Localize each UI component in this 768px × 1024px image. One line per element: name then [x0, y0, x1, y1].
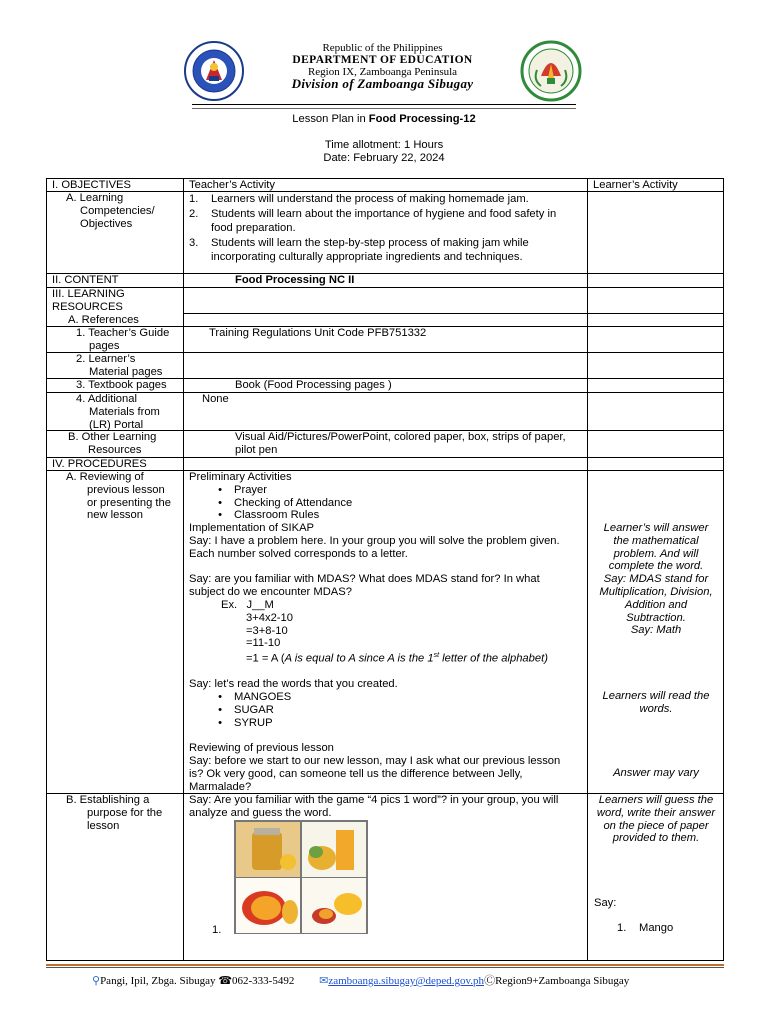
table-divider [46, 457, 724, 458]
textbook-value: Book (Food Processing pages ) [235, 379, 392, 391]
bullet-icon: • [218, 716, 222, 729]
learner-answer-line: Learners will read the [602, 690, 710, 702]
learner-answer-line: Say: MDAS stand for [603, 573, 709, 586]
word-text: MANGOES [234, 691, 292, 704]
division-line: Division of Zamboanga Sibugay [291, 76, 474, 91]
procedure-a-label-line: previous lesson [87, 483, 165, 496]
learner-answer-item [617, 922, 673, 935]
footer-email-link[interactable]: zamboanga.sibugay@deped.gov.ph [328, 975, 485, 987]
division-seal-icon [517, 40, 585, 102]
word-item [189, 691, 584, 704]
review-say: Marmalade? [189, 780, 252, 793]
learner-answer-line: the mathematical [613, 534, 699, 547]
bullet-icon: • [218, 691, 222, 704]
learner-answer-number: 1. [617, 922, 627, 934]
say-read-words: Say: let’s read the words that you created. [189, 678, 398, 691]
objective-number: 2. [189, 207, 199, 220]
objectives-list [189, 192, 584, 265]
procedure-b-teacher [189, 794, 584, 820]
additional-materials-value: None [202, 393, 229, 405]
footer-divider [46, 964, 724, 966]
example-result-note: letter of the alphabet) [439, 652, 548, 665]
word-item [189, 717, 584, 730]
references-label: A. References [68, 314, 139, 326]
prelim-item-text: Classroom Rules [234, 509, 320, 522]
procedure-b-label-line: purpose for the [87, 806, 163, 819]
example-result-prefix: =1 = A ( [246, 652, 285, 665]
procedure-a-label-line: new lesson [87, 509, 143, 522]
teachers-guide-label [76, 327, 169, 353]
learner-answer-line: on the piece of paper [603, 819, 709, 832]
content-label: II. CONTENT [52, 274, 119, 286]
example-line: =3+8-10 [246, 624, 288, 637]
other-label-line: B. Other Learning [68, 431, 157, 443]
objectives-label-line: Objectives [80, 217, 133, 230]
procedure-b-say: analyze and guess the word. [189, 806, 332, 819]
table-divider [183, 313, 724, 314]
prelim-item [189, 497, 584, 510]
footer-address: Pangi, Ipil, Zbga. Sibugay [100, 975, 216, 987]
example-line: =11-10 [246, 637, 281, 650]
objective-text: incorporating culturally appropriate ingredients and techniques. [211, 251, 523, 263]
time-allotment: Time allotment: 1 Hours [324, 139, 444, 151]
facebook-icon: Ⓒ [484, 975, 496, 987]
example-result [189, 650, 584, 666]
say-mdas: subject do we encounter MDAS? [189, 586, 352, 599]
prelim-item-text: Prayer [234, 483, 267, 496]
resources-label [52, 288, 125, 314]
learner-answer-line: Learner’s will answer [603, 522, 709, 534]
word-text: SUGAR [234, 704, 274, 717]
four-pics-one-word-image [234, 820, 368, 934]
say-mdas: Say: are you familiar with MDAS? What does MDAS stand for? In what [189, 573, 540, 586]
example-label: Ex. [221, 598, 238, 611]
objectives-label-line: Competencies/ [80, 204, 155, 217]
region-line: Region IX, Zamboanga Peninsula [307, 66, 458, 78]
learner-answer-mango: Mango [639, 922, 674, 934]
other-resources-label [68, 431, 156, 457]
other-resources-value [235, 431, 566, 457]
footer-phone: 062-333-5492 [232, 975, 295, 987]
learner-answer-line: Subtraction. [626, 611, 686, 624]
telephone-icon: ☎ [218, 975, 233, 987]
deped-seal-icon [180, 40, 248, 102]
lesson-title [0, 113, 768, 126]
review-say: is? Ok very good, can someone tell us the difference between Jelly, [189, 768, 523, 781]
table-divider [46, 273, 724, 274]
location-pin-icon: ⚲ [92, 975, 101, 987]
example-word [189, 599, 584, 612]
footer-divider-thin [46, 967, 724, 968]
prelim-item [189, 484, 584, 497]
teachers-guide-value: Training Regulations Unit Code PFB751332 [209, 327, 427, 339]
procedure-b-say: Say: Are you familiar with the game “4 pics 1 word”? in your group, you will [189, 794, 559, 806]
procedure-b-label [66, 794, 162, 832]
procedure-a-label-line: or presenting the [87, 496, 171, 509]
objective-text: Students will learn the step-by-step process of making jam while [211, 236, 529, 249]
letterhead [180, 40, 585, 102]
learner-answer-line: Learners will guess the [598, 794, 714, 806]
learner-answer-line: problem. And will [613, 547, 699, 560]
teachers-guide-label-line: pages [89, 339, 120, 352]
learner-answer-line: complete the word. [608, 560, 704, 573]
learner-activity-heading: Learner’s Activity [593, 179, 678, 191]
bullet-icon: • [218, 496, 222, 509]
additional-label-line: 4. Additional [76, 393, 137, 405]
learner-answer-line: Multiplication, Division, [599, 585, 713, 598]
department-line: DEPARTMENT OF EDUCATION [292, 54, 473, 66]
objective-text: food preparation. [211, 222, 296, 234]
learners-material-label-line: Material pages [89, 365, 163, 378]
sikap-heading: Implementation of SIKAP [189, 522, 314, 535]
objectives-heading: I. OBJECTIVES [52, 179, 131, 191]
letterhead-text [250, 42, 515, 90]
review-heading: Reviewing of previous lesson [189, 742, 334, 755]
mango-juice-picture [302, 822, 366, 877]
lesson-subject: Food Processing-12 [368, 113, 476, 125]
table-divider [183, 178, 184, 961]
learner-answer-math [588, 522, 724, 637]
procedure-a-label-line: A. Reviewing of [66, 471, 144, 483]
other-value-line: Visual Aid/Pictures/PowerPoint, colored paper, box, strips of paper, [235, 431, 566, 443]
additional-label-line: (LR) Portal [89, 418, 144, 431]
picture-number: 1. [212, 924, 222, 936]
learner-answer-vary: Answer may vary [613, 767, 699, 779]
objective-item [189, 192, 584, 207]
example-result-note: A is equal to A since A is the 1 [284, 652, 434, 665]
learner-answer-line: words. [639, 702, 673, 715]
bullet-icon: • [218, 509, 222, 522]
procedures-label: IV. PROCEDURES [52, 458, 147, 470]
learner-guess-word [588, 794, 724, 845]
content-value: Food Processing NC II [235, 274, 355, 286]
objectives-label [66, 192, 155, 230]
other-value-line: pilot pen [235, 443, 278, 456]
sliced-mango-picture [236, 878, 300, 933]
resources-label-line: RESOURCES [52, 300, 123, 313]
example-line: 3+4x2-10 [246, 611, 293, 624]
word-item [189, 704, 584, 717]
say-problem: Say: I have a problem here. In your group you will solve the problem given. [189, 534, 560, 547]
footer-facebook: Region9+Zamboanga Sibugay [495, 975, 630, 987]
prelim-item [189, 509, 584, 522]
learner-answer-line: Addition and [624, 598, 688, 611]
learner-read-words [588, 690, 724, 716]
teacher-activity-heading: Teacher’s Activity [189, 179, 276, 191]
mango-pieces-picture [302, 878, 366, 933]
letterhead-divider [192, 104, 576, 105]
additional-label-line: Materials from [89, 405, 160, 418]
learner-answer-line: provided to them. [612, 832, 700, 845]
textbook-label: 3. Textbook pages [76, 379, 167, 391]
objective-item [189, 207, 584, 222]
procedure-a-label [66, 471, 171, 522]
preliminary-activities: Preliminary Activities [189, 471, 292, 483]
lesson-title-prefix: Lesson Plan in [292, 113, 369, 125]
example-word-value: J__M [246, 598, 274, 611]
procedure-a-teacher [189, 471, 584, 794]
word-text: SYRUP [234, 716, 273, 729]
objectives-label-line: A. Learning [66, 192, 124, 204]
learners-material-label [76, 353, 162, 379]
objective-item [189, 236, 584, 251]
learner-say-label: Say: [594, 897, 617, 909]
footer [92, 972, 692, 988]
learners-material-label-line: 2. Learner’s [76, 353, 136, 365]
letterhead-divider-thin [192, 108, 576, 109]
table-divider [46, 287, 724, 288]
learner-answer-line: Say: Math [630, 624, 682, 637]
review-say: Say: before we start to our new lesson, may I ask what our previous lesson [189, 755, 561, 768]
republic-line: Republic of the Philippines [322, 42, 443, 54]
bullet-icon: • [218, 704, 222, 717]
additional-materials-label [76, 393, 160, 431]
email-icon: ✉ [319, 975, 329, 987]
objective-number: 1. [189, 193, 199, 205]
procedure-b-label-line: lesson [87, 819, 120, 832]
resources-label-line: III. LEARNING [52, 288, 125, 300]
lesson-date: Date: February 22, 2024 [323, 152, 445, 164]
objective-text: Learners will understand the process of making homemade jam. [211, 193, 529, 205]
objective-number: 3. [189, 236, 199, 249]
procedure-b-label-line: B. Establishing a [66, 794, 150, 806]
prelim-item-text: Checking of Attendance [234, 496, 353, 509]
learner-answer-line: word, write their answer [596, 806, 716, 819]
example-result-sup: st [433, 652, 440, 660]
say-problem: Each number solved corresponds to a letter. [189, 547, 408, 560]
teachers-guide-label-line: 1. Teacher’s Guide [76, 327, 170, 339]
bullet-icon: • [218, 483, 222, 496]
objective-text: Students will learn about the importance of hygiene and food safety in [211, 207, 557, 220]
jam-jar-picture [236, 822, 300, 877]
other-label-line: Resources [88, 443, 142, 456]
